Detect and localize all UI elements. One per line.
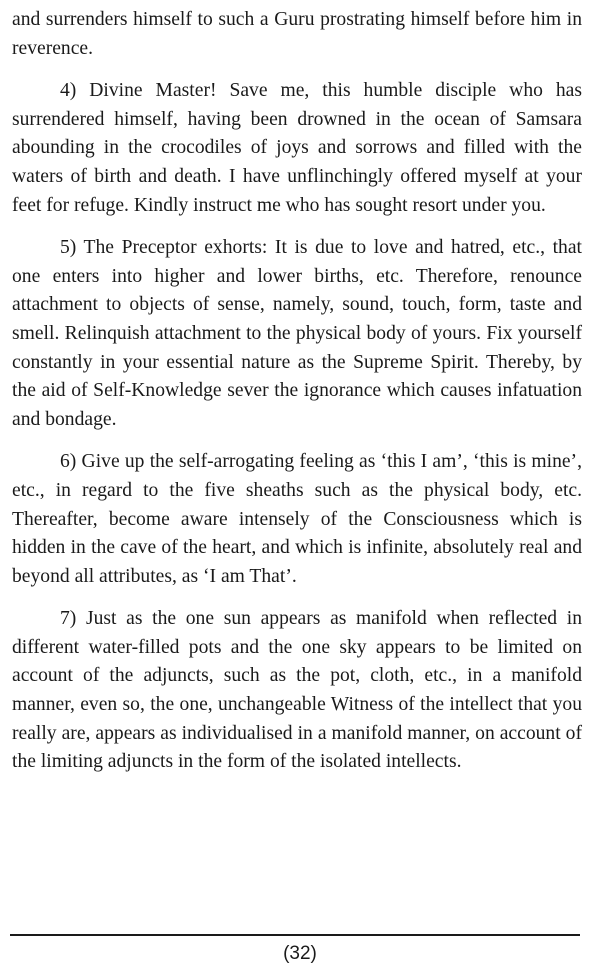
paragraph-5: 5) The Preceptor exhorts: It is due to love and hatred, etc., that one enters into higher and lower births, etc. Therefore, renounce attachment to objects of sense, namely, sound, touch, form, taste and smell. Relinquish attachment to the physical body of yours. Fix yourself constantly in your essential nature as the Supreme Spirit. Thereby, by the aid of Self-Knowledge sever the ignorance which causes infatuation and bondage. [12,237,582,430]
footer-rule-container [10,934,580,936]
page-number: (32) [283,943,317,964]
paragraph-7: 7) Just as the one sun appears as manifold when reflected in different water-filled pots and the one sky appears to be limited on account of the adjuncts, such as the pot, cloth, etc., in a manifold manner, even so, the one, unchangeable Witness of the intellect that you really are, appears as individualised in a manifold manner, on account of the limiting adjuncts in the form of the isolated intellects. [12,608,582,773]
paragraph-6: 6) Give up the self-arrogating feeling as ‘this I am’, ‘this is mine’, etc., in regard to the five sheaths such as the physical body, etc. Thereafter, become aware intensely of the Consciousness which is hidden in the cave of the heart, and which is infinite, absolutely real and beyond all attributes, as ‘I am That’. [12,451,582,587]
paragraph-4: 4) Divine Master! Save me, this humble disciple who has surrendered himself, having been drowned in the ocean of Samsara abounding in the crocodiles of joys and sorrows and filled with the waters of birth and death. I have unflinchingly offered myself at your feet for refuge. Kindly instruct me who has sought resort under you. [12,80,582,216]
paragraph-continued: and surrenders himself to such a Guru prostrating himself before him in reverence. [12,9,582,59]
footer-rule [10,934,580,936]
page-body [12,6,582,777]
